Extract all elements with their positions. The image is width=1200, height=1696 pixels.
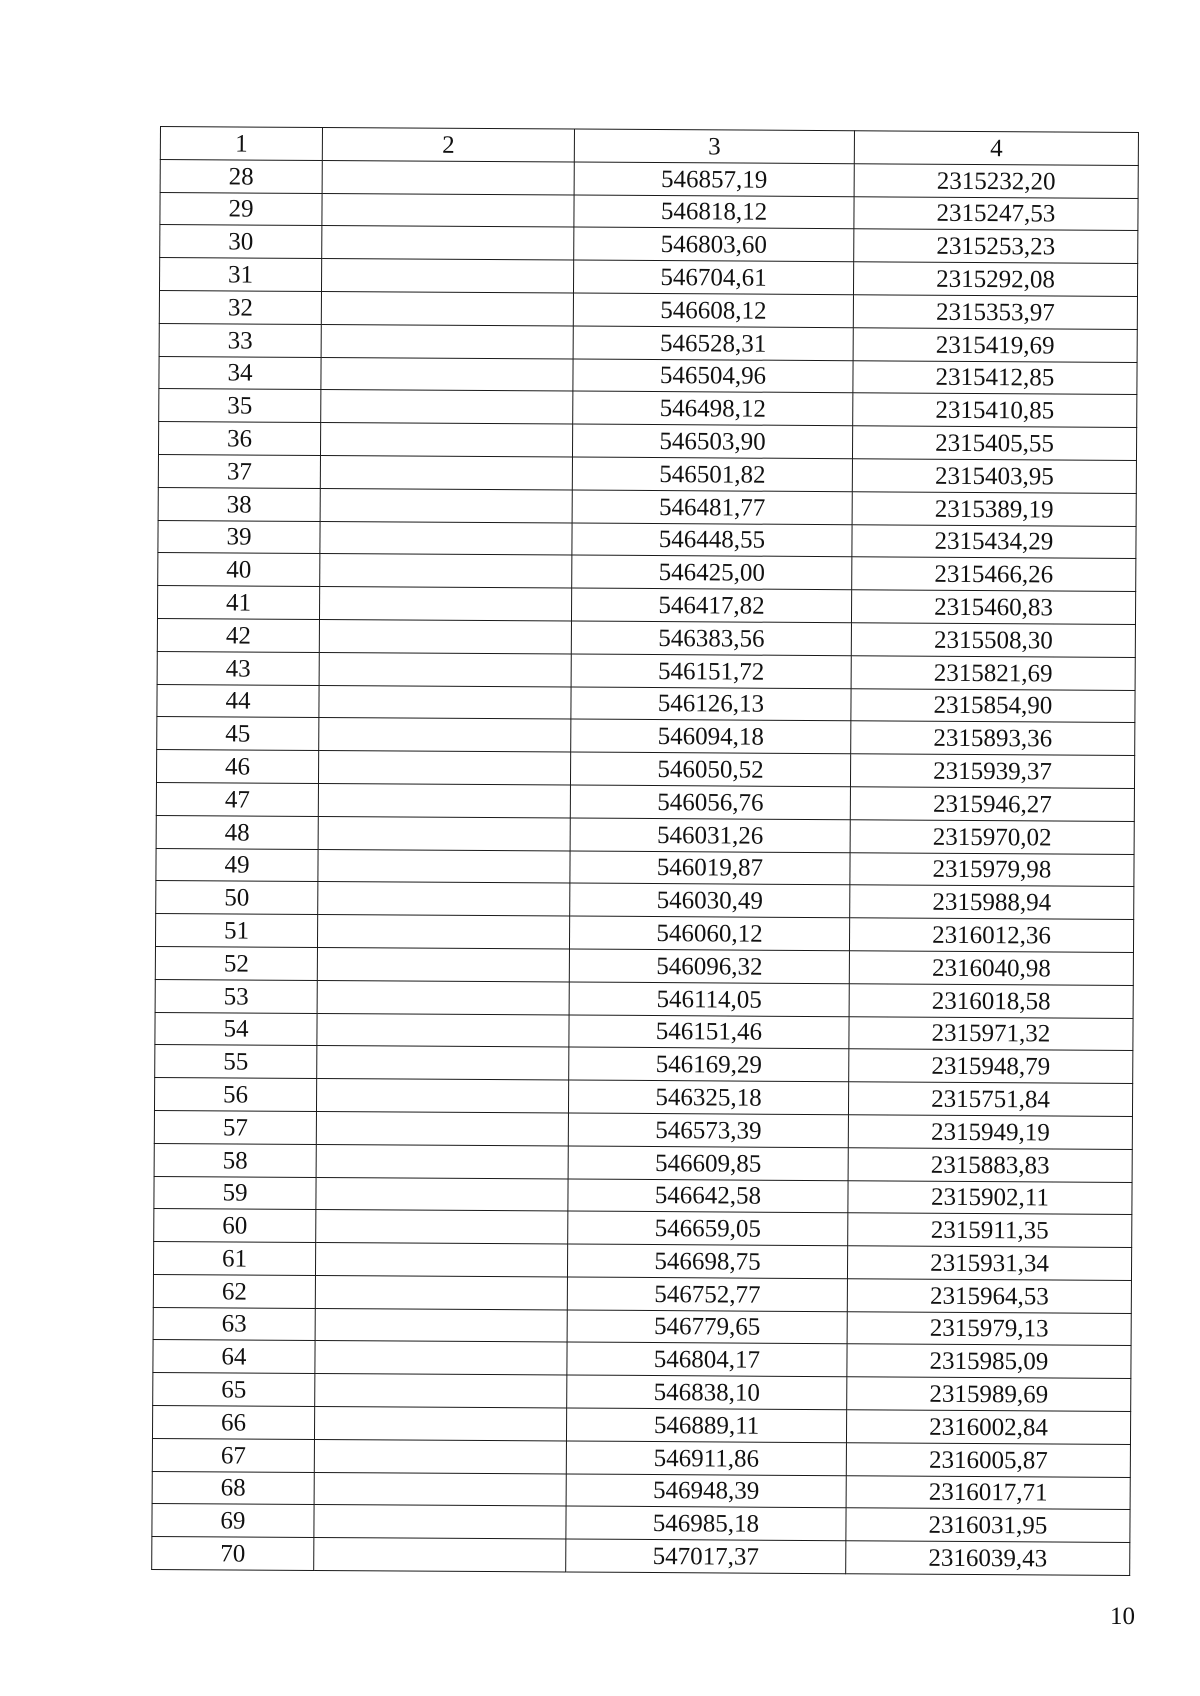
y-coordinate-cell: 2315985,09	[847, 1344, 1131, 1379]
point-number-cell: 62	[153, 1274, 315, 1308]
x-coordinate-cell: 546608,12	[573, 293, 853, 328]
x-coordinate-cell: 546050,52	[570, 752, 850, 787]
x-coordinate-cell: 546417,82	[571, 588, 851, 623]
description-cell	[316, 1144, 568, 1178]
point-number-cell: 70	[152, 1537, 314, 1571]
x-coordinate-cell: 546609,85	[568, 1146, 848, 1181]
y-coordinate-cell: 2316005,87	[846, 1443, 1130, 1478]
point-number-cell: 52	[155, 946, 317, 980]
description-cell	[314, 1439, 566, 1473]
y-coordinate-cell: 2315911,35	[848, 1213, 1132, 1248]
description-cell	[315, 1374, 567, 1408]
y-coordinate-cell: 2315854,90	[851, 688, 1135, 723]
description-cell	[322, 160, 574, 194]
x-coordinate-cell: 546889,11	[566, 1408, 846, 1443]
y-coordinate-cell: 2315931,34	[847, 1246, 1131, 1281]
description-cell	[315, 1341, 567, 1375]
y-coordinate-cell: 2316031,95	[846, 1508, 1130, 1543]
y-coordinate-cell: 2315821,69	[851, 655, 1135, 690]
point-number-cell: 64	[153, 1340, 315, 1374]
point-number-cell: 57	[154, 1110, 316, 1144]
y-coordinate-cell: 2316002,84	[846, 1410, 1130, 1445]
description-cell	[321, 324, 573, 358]
point-number-cell: 37	[158, 454, 320, 488]
x-coordinate-cell: 546573,39	[568, 1113, 848, 1148]
point-number-cell: 30	[160, 225, 322, 259]
y-coordinate-cell: 2315946,27	[850, 787, 1134, 822]
point-number-cell: 46	[156, 750, 318, 784]
x-coordinate-cell: 546503,90	[572, 424, 852, 459]
x-coordinate-cell: 546857,19	[574, 162, 854, 197]
point-number-cell: 56	[154, 1078, 316, 1112]
description-cell	[319, 619, 571, 653]
point-number-cell: 34	[159, 356, 321, 390]
y-coordinate-cell: 2315434,29	[852, 524, 1136, 559]
point-number-cell: 61	[153, 1242, 315, 1276]
description-cell	[321, 390, 573, 424]
x-coordinate-cell: 546114,05	[569, 982, 849, 1017]
y-coordinate-cell: 2316018,58	[849, 983, 1133, 1018]
y-coordinate-cell: 2315989,69	[847, 1377, 1131, 1412]
point-number-cell: 55	[155, 1045, 317, 1079]
x-coordinate-cell: 546704,61	[573, 260, 853, 295]
column-header-1: 1	[160, 127, 322, 161]
y-coordinate-cell: 2315970,02	[850, 819, 1134, 854]
x-coordinate-cell: 546504,96	[573, 359, 853, 394]
point-number-cell: 53	[155, 979, 317, 1013]
y-coordinate-cell: 2315949,19	[848, 1115, 1132, 1150]
description-cell	[316, 1079, 568, 1113]
description-cell	[316, 1210, 568, 1244]
description-cell	[322, 226, 574, 260]
column-header-3: 3	[574, 129, 854, 164]
x-coordinate-cell: 546498,12	[573, 391, 853, 426]
point-number-cell: 49	[156, 848, 318, 882]
x-coordinate-cell: 546383,56	[571, 621, 851, 656]
x-coordinate-cell: 546985,18	[566, 1506, 846, 1541]
x-coordinate-cell: 546094,18	[571, 719, 851, 754]
x-coordinate-cell: 546818,12	[574, 195, 854, 230]
column-header-2: 2	[322, 127, 574, 161]
x-coordinate-cell: 546698,75	[567, 1244, 847, 1279]
description-cell	[321, 357, 573, 391]
y-coordinate-cell: 2315948,79	[849, 1049, 1133, 1084]
table-row	[152, 1537, 1130, 1576]
page-number: 10	[1110, 1603, 1135, 1630]
y-coordinate-cell: 2315253,23	[854, 229, 1138, 264]
description-cell	[317, 947, 569, 981]
x-coordinate-cell: 546325,18	[568, 1080, 848, 1115]
y-coordinate-cell: 2315410,85	[853, 393, 1137, 428]
y-coordinate-cell: 2315412,85	[853, 360, 1137, 395]
description-cell	[319, 652, 571, 686]
description-cell	[317, 1013, 569, 1047]
y-coordinate-cell: 2315979,98	[850, 852, 1134, 887]
description-cell	[320, 488, 572, 522]
description-cell	[319, 685, 571, 719]
point-number-cell: 41	[157, 586, 319, 620]
x-coordinate-cell: 546019,87	[570, 851, 850, 886]
description-cell	[315, 1275, 567, 1309]
x-coordinate-cell: 546803,60	[574, 227, 854, 262]
description-cell	[321, 291, 573, 325]
point-number-cell: 31	[159, 258, 321, 292]
point-number-cell: 60	[154, 1209, 316, 1243]
y-coordinate-cell: 2315419,69	[853, 328, 1137, 363]
x-coordinate-cell: 546659,05	[568, 1211, 848, 1246]
description-cell	[317, 980, 569, 1014]
description-cell	[314, 1538, 566, 1572]
x-coordinate-cell: 546056,76	[570, 785, 850, 820]
x-coordinate-cell: 546448,55	[572, 523, 852, 558]
y-coordinate-cell: 2315508,30	[851, 623, 1135, 658]
point-number-cell: 39	[158, 520, 320, 554]
description-cell	[316, 1111, 568, 1145]
x-coordinate-cell: 546425,00	[572, 555, 852, 590]
y-coordinate-cell: 2315466,26	[852, 557, 1136, 592]
y-coordinate-cell: 2315389,19	[852, 492, 1136, 527]
description-cell	[319, 718, 571, 752]
y-coordinate-cell: 2315403,95	[852, 459, 1136, 494]
x-coordinate-cell: 546642,58	[568, 1179, 848, 1214]
x-coordinate-cell: 546031,26	[570, 818, 850, 853]
point-number-cell: 32	[159, 290, 321, 324]
description-cell	[318, 882, 570, 916]
point-number-cell: 58	[154, 1143, 316, 1177]
point-number-cell: 36	[158, 422, 320, 456]
y-coordinate-cell: 2315405,55	[852, 426, 1136, 461]
x-coordinate-cell: 546151,72	[571, 654, 851, 689]
point-number-cell: 40	[158, 553, 320, 587]
description-cell	[316, 1177, 568, 1211]
description-cell	[314, 1472, 566, 1506]
point-number-cell: 63	[153, 1307, 315, 1341]
y-coordinate-cell: 2315939,37	[850, 754, 1134, 789]
x-coordinate-cell: 546911,86	[566, 1441, 846, 1476]
description-cell	[320, 554, 572, 588]
description-cell	[315, 1243, 567, 1277]
y-coordinate-cell: 2315883,83	[848, 1147, 1132, 1182]
point-number-cell: 67	[152, 1438, 314, 1472]
description-cell	[317, 915, 569, 949]
x-coordinate-cell: 546838,10	[567, 1375, 847, 1410]
y-coordinate-cell: 2315971,32	[849, 1016, 1133, 1051]
description-cell	[320, 423, 572, 457]
point-number-cell: 29	[160, 192, 322, 226]
y-coordinate-cell: 2315988,94	[850, 885, 1134, 920]
y-coordinate-cell: 2315902,11	[848, 1180, 1132, 1215]
x-coordinate-cell: 546948,39	[566, 1474, 846, 1509]
y-coordinate-cell: 2315232,20	[854, 164, 1138, 199]
y-coordinate-cell: 2316039,43	[846, 1541, 1130, 1576]
x-coordinate-cell: 546501,82	[572, 457, 852, 492]
x-coordinate-cell: 546030,49	[570, 883, 850, 918]
x-coordinate-cell: 546060,12	[569, 916, 849, 951]
y-coordinate-cell: 2315979,13	[847, 1311, 1131, 1346]
table-body	[152, 159, 1139, 1575]
x-coordinate-cell: 546528,31	[573, 326, 853, 361]
point-number-cell: 47	[156, 782, 318, 816]
point-number-cell: 42	[157, 618, 319, 652]
coordinates-table	[151, 126, 1139, 1576]
description-cell	[320, 521, 572, 555]
description-cell	[320, 455, 572, 489]
description-cell	[318, 751, 570, 785]
x-coordinate-cell: 546804,17	[567, 1342, 847, 1377]
point-number-cell: 59	[154, 1176, 316, 1210]
point-number-cell: 68	[152, 1471, 314, 1505]
description-cell	[318, 783, 570, 817]
y-coordinate-cell: 2316017,71	[846, 1475, 1130, 1510]
x-coordinate-cell: 546752,77	[567, 1277, 847, 1312]
point-number-cell: 66	[152, 1406, 314, 1440]
point-number-cell: 54	[155, 1012, 317, 1046]
point-number-cell: 45	[157, 717, 319, 751]
column-header-4: 4	[854, 131, 1138, 166]
description-cell	[314, 1407, 566, 1441]
y-coordinate-cell: 2315751,84	[848, 1082, 1132, 1117]
description-cell	[314, 1505, 566, 1539]
y-coordinate-cell: 2316040,98	[849, 951, 1133, 986]
x-coordinate-cell: 546169,29	[569, 1047, 849, 1082]
x-coordinate-cell: 547017,37	[566, 1539, 846, 1574]
x-coordinate-cell: 546481,77	[572, 490, 852, 525]
description-cell	[317, 1046, 569, 1080]
point-number-cell: 38	[158, 487, 320, 521]
x-coordinate-cell: 546126,13	[571, 687, 851, 722]
x-coordinate-cell: 546151,46	[569, 1015, 849, 1050]
x-coordinate-cell: 546779,65	[567, 1310, 847, 1345]
point-number-cell: 35	[159, 389, 321, 423]
point-number-cell: 44	[157, 684, 319, 718]
description-cell	[321, 259, 573, 293]
description-cell	[318, 816, 570, 850]
point-number-cell: 51	[155, 914, 317, 948]
point-number-cell: 43	[157, 651, 319, 685]
point-number-cell: 65	[153, 1373, 315, 1407]
x-coordinate-cell: 546096,32	[569, 949, 849, 984]
description-cell	[318, 849, 570, 883]
y-coordinate-cell: 2315247,53	[854, 196, 1138, 231]
point-number-cell: 48	[156, 815, 318, 849]
description-cell	[322, 193, 574, 227]
y-coordinate-cell: 2315353,97	[853, 295, 1137, 330]
point-number-cell: 28	[160, 159, 322, 193]
description-cell	[319, 587, 571, 621]
point-number-cell: 50	[156, 881, 318, 915]
point-number-cell: 69	[152, 1504, 314, 1538]
y-coordinate-cell: 2316012,36	[849, 918, 1133, 953]
y-coordinate-cell: 2315893,36	[851, 721, 1135, 756]
y-coordinate-cell: 2315964,53	[847, 1279, 1131, 1314]
y-coordinate-cell: 2315292,08	[853, 262, 1137, 297]
description-cell	[315, 1308, 567, 1342]
point-number-cell: 33	[159, 323, 321, 357]
y-coordinate-cell: 2315460,83	[851, 590, 1135, 625]
